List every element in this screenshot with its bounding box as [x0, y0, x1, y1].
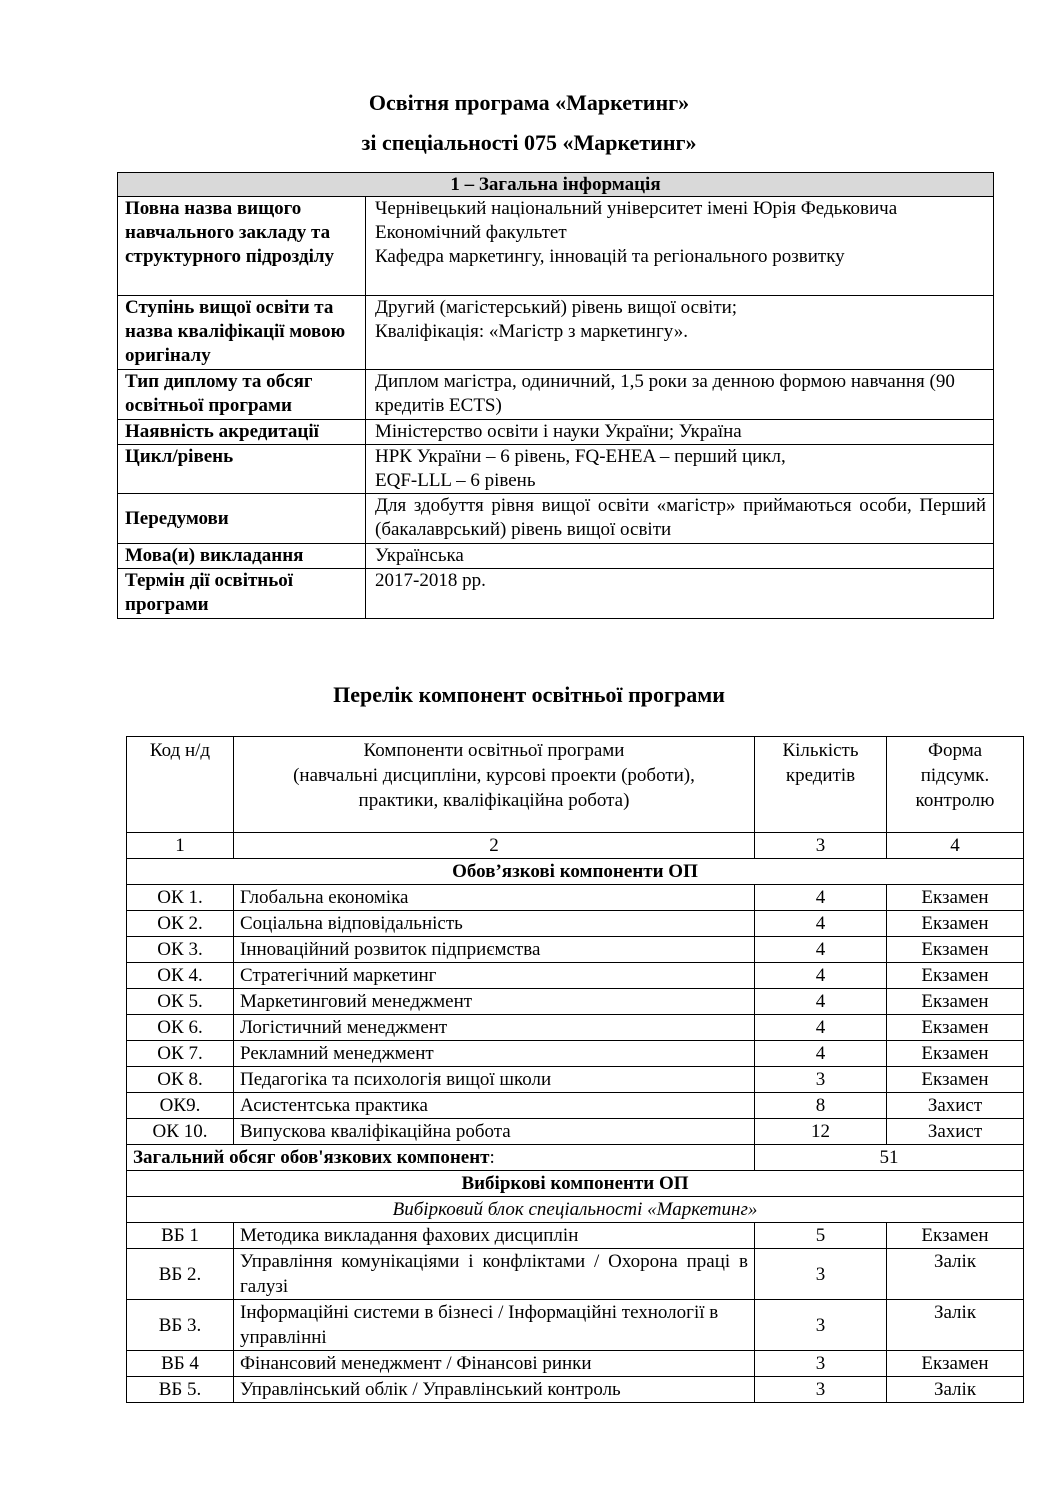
- component-code: ОК 7.: [127, 1041, 234, 1067]
- components-table: [126, 736, 1024, 1403]
- component-code: ВБ 1: [127, 1223, 234, 1249]
- component-name: Логістичний менеджмент: [234, 1015, 755, 1041]
- component-credits: 8: [755, 1093, 887, 1119]
- info-value-line: Кваліфікація: «Магістр з маркетингу».: [375, 321, 688, 342]
- header-control: [887, 737, 1024, 833]
- info-value-line: Економічний факультет: [375, 222, 567, 243]
- component-code: ОК 2.: [127, 911, 234, 937]
- component-name: Маркетинговий менеджмент: [234, 989, 755, 1015]
- component-credits: 3: [755, 1351, 887, 1377]
- component-control: Екзамен: [887, 1067, 1024, 1093]
- header-line: Компоненти освітньої програми: [363, 740, 625, 761]
- component-code: ОК 5.: [127, 989, 234, 1015]
- mandatory-total-label: [127, 1145, 755, 1171]
- header-line: кредитів: [785, 765, 856, 786]
- header-line: (навчальні дисципліни, курсові проекти (роботи),: [293, 765, 695, 786]
- elective-block-header: Вибірковий блок спеціальності «Маркетинг»: [127, 1197, 1024, 1223]
- table-row: [127, 989, 1024, 1015]
- table-row: [127, 1351, 1024, 1377]
- component-credits: 4: [755, 989, 887, 1015]
- mandatory-total-value: 51: [755, 1145, 1024, 1171]
- table-row: [127, 1093, 1024, 1119]
- component-name: Фінансовий менеджмент / Фінансові ринки: [234, 1351, 755, 1377]
- component-control: Залік: [887, 1300, 1024, 1351]
- header-line: Форма: [927, 740, 983, 761]
- table-row: [127, 1249, 1024, 1300]
- info-label: Тип диплому та обсяг освітньої програми: [118, 370, 366, 420]
- component-control: Захист: [887, 1093, 1024, 1119]
- info-label: Цикл/рівень: [118, 445, 366, 494]
- general-info-header: 1 – Загальна інформація: [118, 173, 994, 197]
- column-number: 3: [755, 833, 887, 859]
- header-code: Код н/д: [127, 737, 234, 833]
- table-row: [127, 1300, 1024, 1351]
- component-name: Рекламний менеджмент: [234, 1041, 755, 1067]
- info-label: Передумови: [118, 494, 366, 544]
- info-value: Міністерство освіти і науки України; Україна: [366, 420, 994, 445]
- info-label: Повна назва вищого навчального закладу та структурного підрозділу: [118, 197, 366, 296]
- table-row: [127, 963, 1024, 989]
- table-row: [127, 937, 1024, 963]
- component-control: Екзамен: [887, 1041, 1024, 1067]
- components-title: Перелік компонент освітньої програми: [333, 682, 725, 707]
- mandatory-total-text: Загальний обсяг обов'язкових компонент: [133, 1147, 490, 1168]
- component-control: Залік: [887, 1377, 1024, 1403]
- component-control: Екзамен: [887, 963, 1024, 989]
- info-value: Українська: [366, 544, 994, 569]
- component-code: ОК 4.: [127, 963, 234, 989]
- component-credits: 3: [755, 1067, 887, 1093]
- component-code: ОК9.: [127, 1093, 234, 1119]
- elective-section-header: Вибіркові компоненти ОП: [127, 1171, 1024, 1197]
- component-name: Управління комунікаціями і конфліктами / Охорона праці в галузі: [234, 1249, 755, 1300]
- table-row: [127, 1067, 1024, 1093]
- component-name: Соціальна відповідальність: [234, 911, 755, 937]
- component-control: Залік: [887, 1249, 1024, 1300]
- info-label: Ступінь вищої освіти та назва кваліфікації мовою оригіналу: [118, 296, 366, 370]
- general-info-table: [117, 172, 994, 619]
- table-row: [127, 1041, 1024, 1067]
- component-control: Екзамен: [887, 937, 1024, 963]
- info-value-line: Другий (магістерський) рівень вищої освіти;: [375, 297, 738, 318]
- component-control: Захист: [887, 1119, 1024, 1145]
- header-line: практики, кваліфікаційна робота): [358, 790, 630, 811]
- component-credits: 4: [755, 1041, 887, 1067]
- header-line: контролю: [915, 790, 995, 811]
- table-row: [127, 1119, 1024, 1145]
- info-value-line: НРК України – 6 рівень, FQ-EHEA – перший цикл,: [375, 446, 786, 467]
- component-name: Інноваційний розвиток підприємства: [234, 937, 755, 963]
- component-code: ВБ 2.: [127, 1249, 234, 1300]
- mandatory-total-colon: :: [489, 1147, 495, 1168]
- component-name: Педагогіка та психологія вищої школи: [234, 1067, 755, 1093]
- component-credits: 4: [755, 963, 887, 989]
- component-code: ОК 10.: [127, 1119, 234, 1145]
- component-credits: 5: [755, 1223, 887, 1249]
- info-value-line: EQF-LLL – 6 рівень: [375, 470, 536, 491]
- info-label: Мова(и) викладання: [118, 544, 366, 569]
- component-name: Методика викладання фахових дисциплін: [234, 1223, 755, 1249]
- component-name: Інформаційні системи в бізнесі / Інформаційні технології в управлінні: [234, 1300, 755, 1351]
- component-name: Стратегічний маркетинг: [234, 963, 755, 989]
- component-code: ОК 1.: [127, 885, 234, 911]
- table-row: [127, 1015, 1024, 1041]
- component-credits: 3: [755, 1249, 887, 1300]
- component-credits: 3: [755, 1300, 887, 1351]
- table-row: [127, 885, 1024, 911]
- component-name: Глобальна економіка: [234, 885, 755, 911]
- table-row: [127, 1377, 1024, 1403]
- info-value-line: Чернівецький національний університет імені Юрія Федьковича: [375, 198, 898, 219]
- component-credits: 4: [755, 937, 887, 963]
- info-label: Термін дії освітньої програми: [118, 569, 366, 619]
- header-line: підсумк.: [920, 765, 990, 786]
- program-specialty: зі спеціальності 075 «Маркетинг»: [361, 130, 697, 155]
- info-value: [366, 296, 994, 370]
- component-code: ОК 6.: [127, 1015, 234, 1041]
- component-credits: 3: [755, 1377, 887, 1403]
- info-value: [366, 197, 994, 296]
- info-value-line: Кафедра маркетингу, інновацій та регіонального розвитку: [375, 246, 845, 267]
- program-title: Освітня програма «Маркетинг»: [368, 90, 690, 115]
- component-control: Екзамен: [887, 1351, 1024, 1377]
- component-credits: 12: [755, 1119, 887, 1145]
- component-code: ВБ 3.: [127, 1300, 234, 1351]
- column-number: 1: [127, 833, 234, 859]
- mandatory-section-header: Обов’язкові компоненти ОП: [127, 859, 1024, 885]
- info-value: 2017-2018 рр.: [366, 569, 994, 619]
- header-line: Кількість: [782, 740, 859, 761]
- column-number: 2: [234, 833, 755, 859]
- component-credits: 4: [755, 885, 887, 911]
- info-label: Наявність акредитації: [118, 420, 366, 445]
- component-name: Асистентська практика: [234, 1093, 755, 1119]
- info-value: Для здобуття рівня вищої освіти «магістр» приймаються особи, Перший (бакалаврський) рівень вищої освіти: [366, 494, 994, 544]
- component-name: Управлінський облік / Управлінський контроль: [234, 1377, 755, 1403]
- component-control: Екзамен: [887, 989, 1024, 1015]
- component-code: ОК 3.: [127, 937, 234, 963]
- component-code: ОК 8.: [127, 1067, 234, 1093]
- component-code: ВБ 5.: [127, 1377, 234, 1403]
- component-control: Екзамен: [887, 885, 1024, 911]
- table-row: [127, 911, 1024, 937]
- component-control: Екзамен: [887, 1015, 1024, 1041]
- header-credits: [755, 737, 887, 833]
- info-value: Диплом магістра, одиничний, 1,5 роки за денною формою навчання (90 кредитів ECTS): [366, 370, 994, 420]
- component-name: Випускова кваліфікаційна робота: [234, 1119, 755, 1145]
- header-components: [234, 737, 755, 833]
- info-value: [366, 445, 994, 494]
- component-code: ВБ 4: [127, 1351, 234, 1377]
- component-control: Екзамен: [887, 911, 1024, 937]
- component-control: Екзамен: [887, 1223, 1024, 1249]
- component-credits: 4: [755, 1015, 887, 1041]
- table-row: [127, 1223, 1024, 1249]
- component-credits: 4: [755, 911, 887, 937]
- column-number: 4: [887, 833, 1024, 859]
